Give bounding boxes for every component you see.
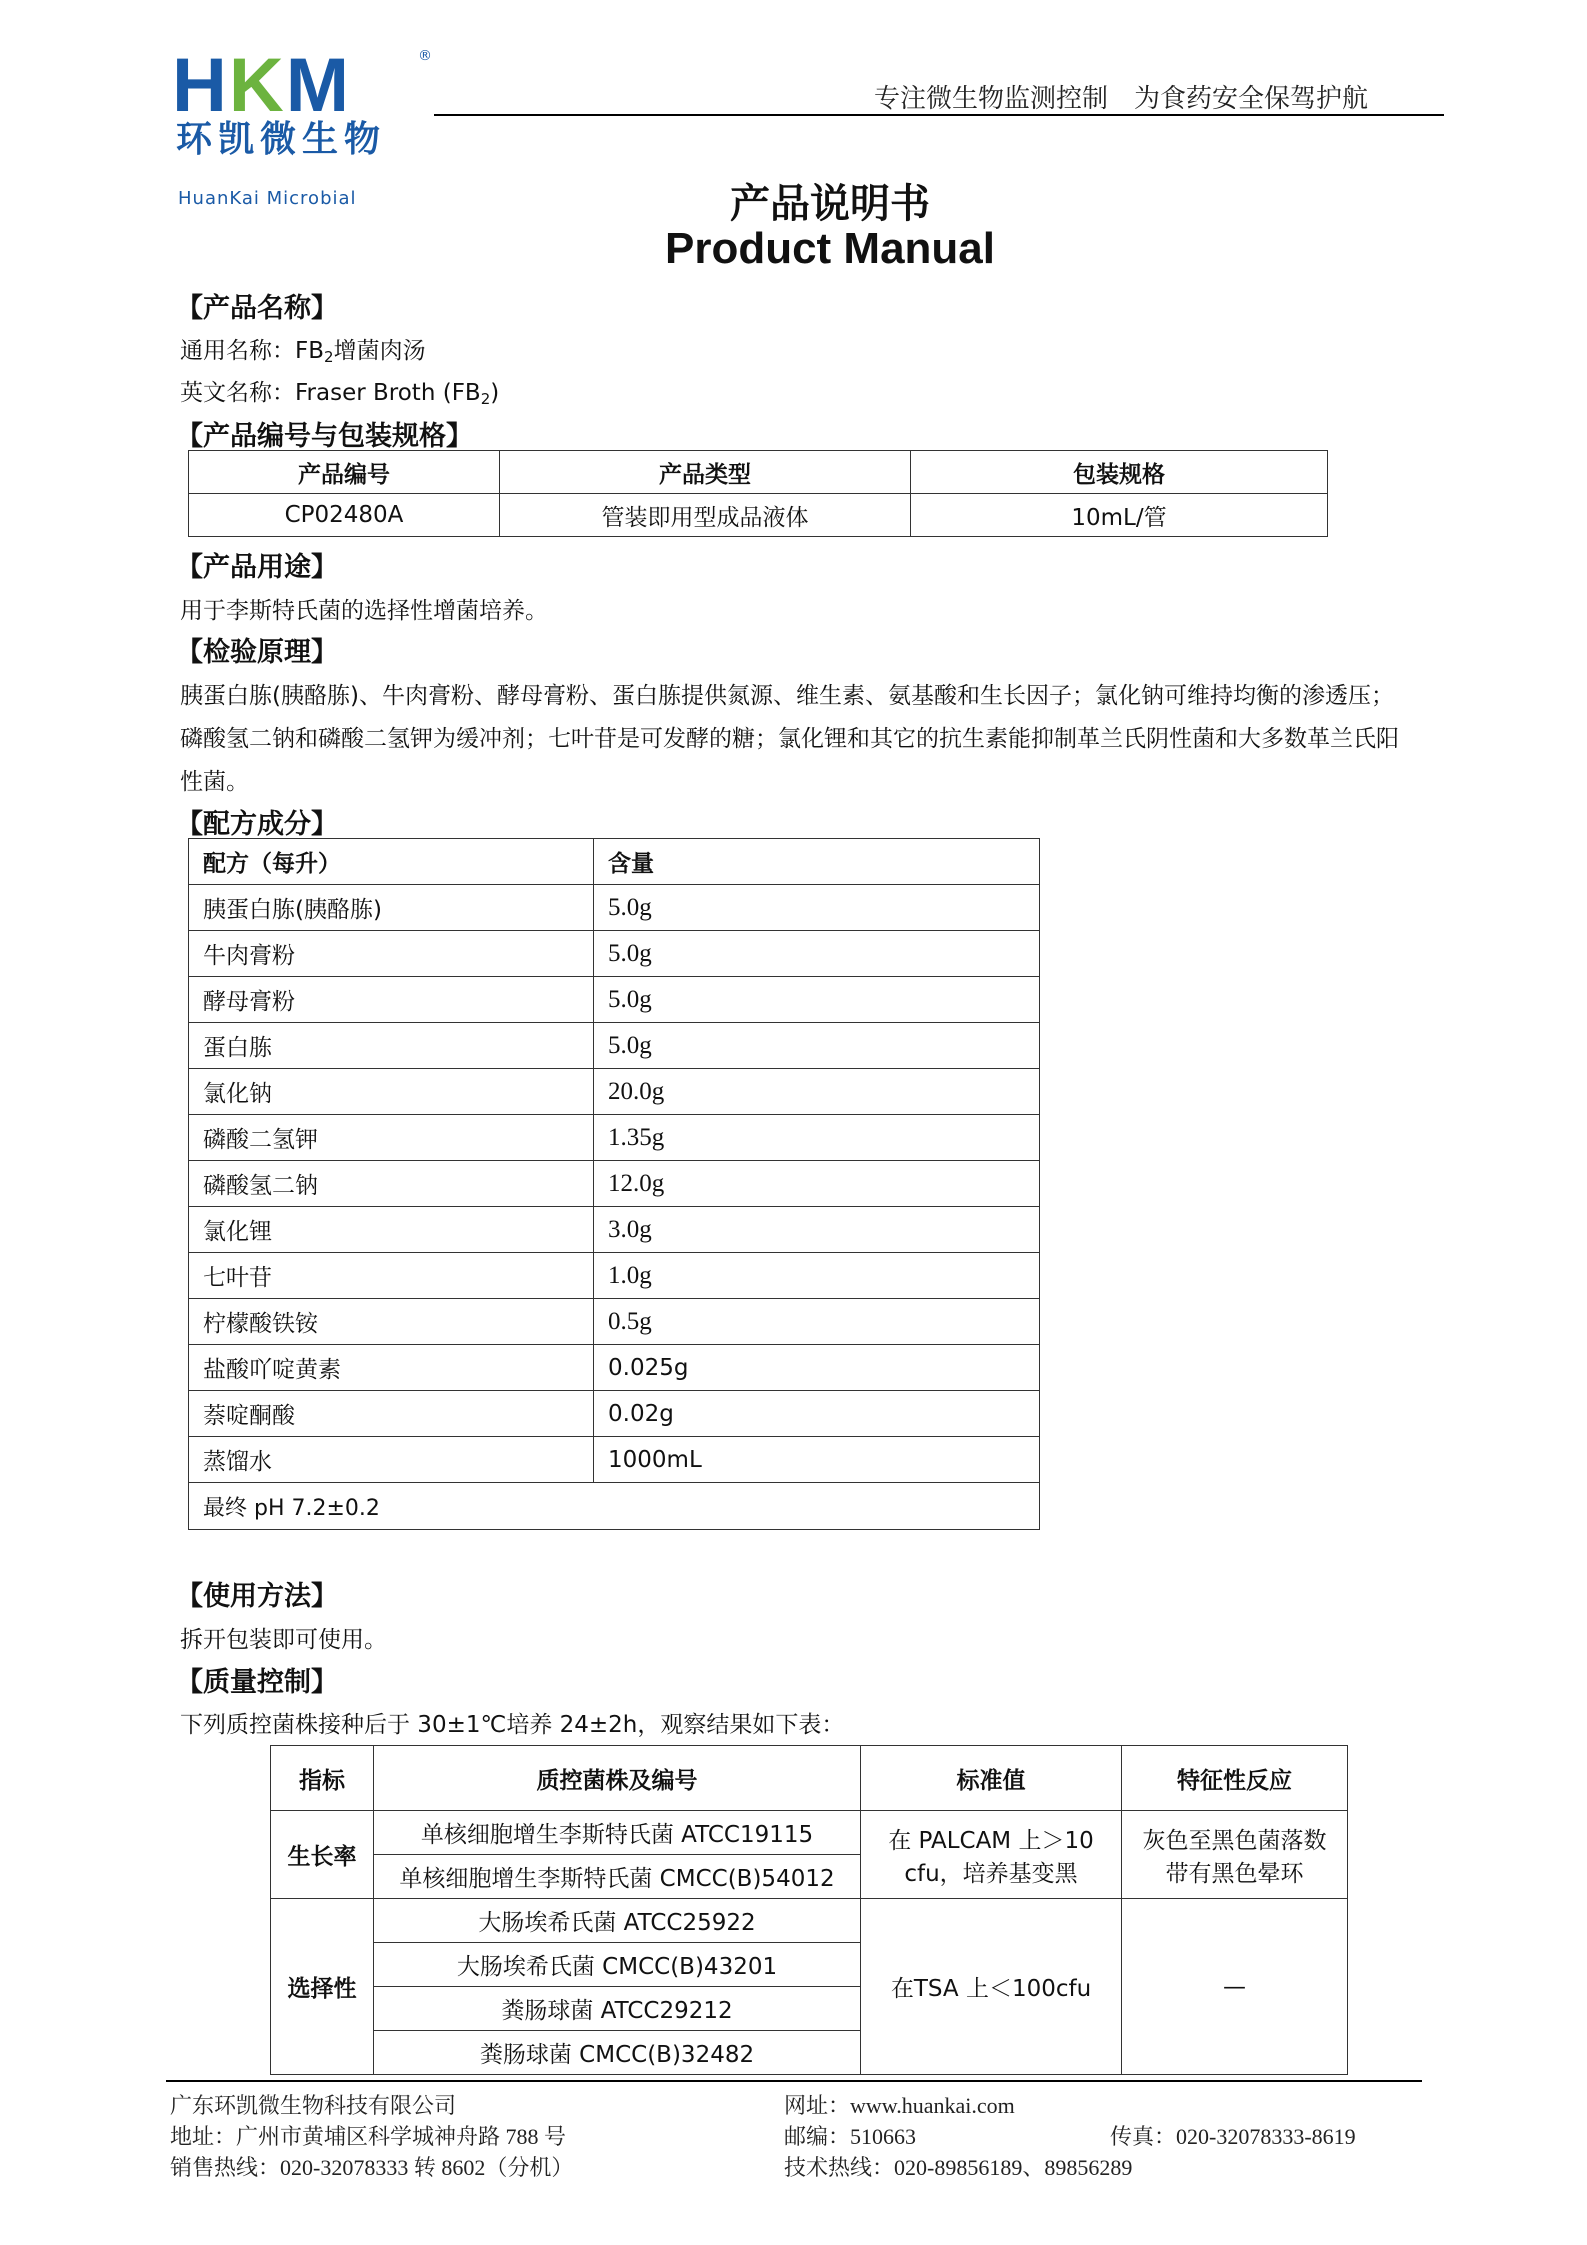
selectivity-reaction-cell: — [1122, 1899, 1348, 2075]
amount-cell: 5.0g [594, 977, 1040, 1023]
footer-address: 地址：广州市黄埔区科学城神舟路 788 号 [170, 2124, 567, 2149]
ingredient-cell: 磷酸氢二钠 [189, 1161, 594, 1207]
registered-mark-icon: ® [418, 48, 432, 64]
ingredient-cell: 胰蛋白胨(胰酪胨) [189, 885, 594, 931]
selectivity-standard-cell: 在TSA 上＜100cfu [861, 1899, 1122, 2075]
footer-divider [166, 2080, 1422, 2082]
growth-reaction-line: 灰色至黑色菌落数 [1142, 1827, 1327, 1854]
ingredient-cell: 氯化钠 [189, 1069, 594, 1115]
section-heading-principle: 【检验原理】 [176, 637, 338, 668]
selectivity-label: 选择性 [271, 1899, 374, 2075]
ingredient-cell: 酵母膏粉 [189, 977, 594, 1023]
table-row [189, 1069, 1040, 1115]
ingredient-cell: 盐酸吖啶黄素 [189, 1345, 594, 1391]
footer-fax: 传真：020-32078333-8619 [1110, 2124, 1356, 2149]
amount-cell: 0.02g [594, 1391, 1040, 1437]
strain-cell: 粪肠球菌 CMCC(B)32482 [374, 2031, 861, 2075]
footer-sales-hotline: 销售热线：020-32078333 转 8602（分机） [170, 2155, 574, 2180]
amount-cell: 5.0g [594, 885, 1040, 931]
header-divider [434, 114, 1444, 116]
amount-cell: 20.0g [594, 1069, 1040, 1115]
growth-reaction-cell [1122, 1811, 1348, 1899]
amount-cell: 1.0g [594, 1253, 1040, 1299]
table-row [189, 1345, 1040, 1391]
table-header-row [189, 451, 1328, 494]
table-header-cell: 含量 [594, 839, 1040, 885]
section-heading-product-name: 【产品名称】 [176, 293, 338, 324]
strain-cell: 粪肠球菌 ATCC29212 [374, 1987, 861, 2031]
section-heading-method: 【使用方法】 [176, 1581, 338, 1612]
formula-table [188, 838, 1040, 1530]
table-row [189, 1115, 1040, 1161]
amount-cell: 3.0g [594, 1207, 1040, 1253]
ingredient-cell: 蒸馏水 [189, 1437, 594, 1483]
table-header-cell: 产品类型 [500, 451, 911, 494]
package-table [188, 450, 1328, 537]
ingredient-cell: 七叶苷 [189, 1253, 594, 1299]
amount-cell: 1000mL [594, 1437, 1040, 1483]
section-heading-quality: 【质量控制】 [176, 1667, 338, 1698]
product-code-cell: CP02480A [189, 494, 500, 537]
table-header-cell: 特征性反应 [1122, 1746, 1348, 1811]
ingredient-cell: 蛋白胨 [189, 1023, 594, 1069]
table-header-row [189, 839, 1040, 885]
table-header-row [271, 1746, 1348, 1811]
table-row [189, 1437, 1040, 1483]
english-name-label: 英文名称： [180, 380, 295, 406]
section-heading-formula: 【配方成分】 [176, 809, 338, 840]
quality-table [270, 1745, 1348, 2075]
table-row [189, 885, 1040, 931]
table-row [189, 1253, 1040, 1299]
strain-cell: 大肠埃希氏菌 ATCC25922 [374, 1899, 861, 1943]
product-type-cell: 管装即用型成品液体 [500, 494, 911, 537]
ingredient-cell: 牛肉膏粉 [189, 931, 594, 977]
table-header-cell: 标准值 [861, 1746, 1122, 1811]
growth-standard-cell [861, 1811, 1122, 1899]
table-row [189, 1207, 1040, 1253]
table-row [271, 1811, 1348, 1855]
amount-cell: 0.025g [594, 1345, 1040, 1391]
growth-standard-line: cfu，培养基变黑 [904, 1860, 1078, 1887]
table-row [189, 1161, 1040, 1207]
english-name-value: Fraser Broth (FB [295, 380, 481, 406]
growth-reaction-line: 带有黑色晕环 [1165, 1860, 1304, 1887]
table-header-cell: 配方（每升） [189, 839, 594, 885]
logo-en-text: HuanKai Microbial [178, 188, 357, 209]
usage-text: 用于李斯特氏菌的选择性增菌培养。 [180, 598, 548, 624]
page-title-en: Product Manual [664, 224, 996, 273]
logo-mark: HKM [172, 43, 352, 128]
principle-line: 性菌。 [180, 769, 249, 795]
table-header-cell: 产品编号 [189, 451, 500, 494]
company-logo [172, 43, 442, 209]
table-header-cell: 指标 [271, 1746, 374, 1811]
principle-line: 磷酸氢二钠和磷酸二氢钾为缓冲剂；七叶苷是可发酵的糖；氯化锂和其它的抗生素能抑制革兰氏阴性菌和大多数革兰氏阳 [180, 726, 1399, 752]
logo-cn-text: 环凯微生物 [176, 119, 387, 160]
strain-cell: 单核细胞增生李斯特氏菌 ATCC19115 [374, 1811, 861, 1855]
english-name-subscript: 2 [480, 390, 491, 408]
quality-intro: 下列质控菌株接种后于 30±1℃培养 24±2h，观察结果如下表： [180, 1712, 845, 1738]
generic-name-subscript: 2 [324, 348, 334, 366]
amount-cell: 5.0g [594, 931, 1040, 977]
amount-cell: 1.35g [594, 1115, 1040, 1161]
english-name-suffix: ) [490, 380, 500, 406]
table-row [189, 1299, 1040, 1345]
generic-name-line [180, 332, 426, 365]
amount-cell: 12.0g [594, 1161, 1040, 1207]
ingredient-cell: 磷酸二氢钾 [189, 1115, 594, 1161]
table-row [189, 1483, 1040, 1530]
page-title: 产品说明书 [730, 181, 930, 227]
ingredient-cell: 氯化锂 [189, 1207, 594, 1253]
table-row [189, 494, 1328, 537]
table-row [189, 977, 1040, 1023]
table-row [189, 1391, 1040, 1437]
english-name-line [180, 374, 499, 407]
ingredient-cell: 柠檬酸铁铵 [189, 1299, 594, 1345]
principle-line: 胰蛋白胨(胰酪胨)、牛肉膏粉、酵母膏粉、蛋白胨提供氮源、维生素、氨基酸和生长因子；氯化钠可维持均衡的渗透压； [180, 683, 1394, 709]
header-slogan: 专注微生物监测控制 为食药安全保驾护航 [874, 84, 1369, 114]
generic-name-value: FB [295, 338, 325, 364]
table-row [271, 1899, 1348, 1943]
footer-postcode: 邮编：510663 [784, 2124, 917, 2149]
amount-cell: 5.0g [594, 1023, 1040, 1069]
footer-tech-hotline: 技术热线：020-89856189、89856289 [784, 2155, 1133, 2180]
growth-standard-line: 在 PALCAM 上＞10 [888, 1827, 1094, 1854]
growth-rate-label: 生长率 [271, 1811, 374, 1899]
generic-name-label: 通用名称： [180, 338, 295, 364]
table-header-cell: 包装规格 [911, 451, 1328, 494]
package-spec-cell: 10mL/管 [911, 494, 1328, 537]
method-text: 拆开包装即可使用。 [180, 1627, 387, 1653]
table-header-cell: 质控菌株及编号 [374, 1746, 861, 1811]
table-row [189, 931, 1040, 977]
table-row [189, 1023, 1040, 1069]
strain-cell: 单核细胞增生李斯特氏菌 CMCC(B)54012 [374, 1855, 861, 1899]
final-ph-cell: 最终 pH 7.2±0.2 [189, 1483, 1040, 1530]
amount-cell: 0.5g [594, 1299, 1040, 1345]
ingredient-cell: 萘啶酮酸 [189, 1391, 594, 1437]
section-heading-usage: 【产品用途】 [176, 552, 338, 583]
section-heading-product-code: 【产品编号与包装规格】 [176, 421, 473, 452]
strain-cell: 大肠埃希氏菌 CMCC(B)43201 [374, 1943, 861, 1987]
footer-company: 广东环凯微生物科技有限公司 [170, 2093, 457, 2118]
footer-website: 网址：www.huankai.com [784, 2093, 1015, 2118]
generic-name-suffix: 增菌肉汤 [333, 338, 426, 364]
